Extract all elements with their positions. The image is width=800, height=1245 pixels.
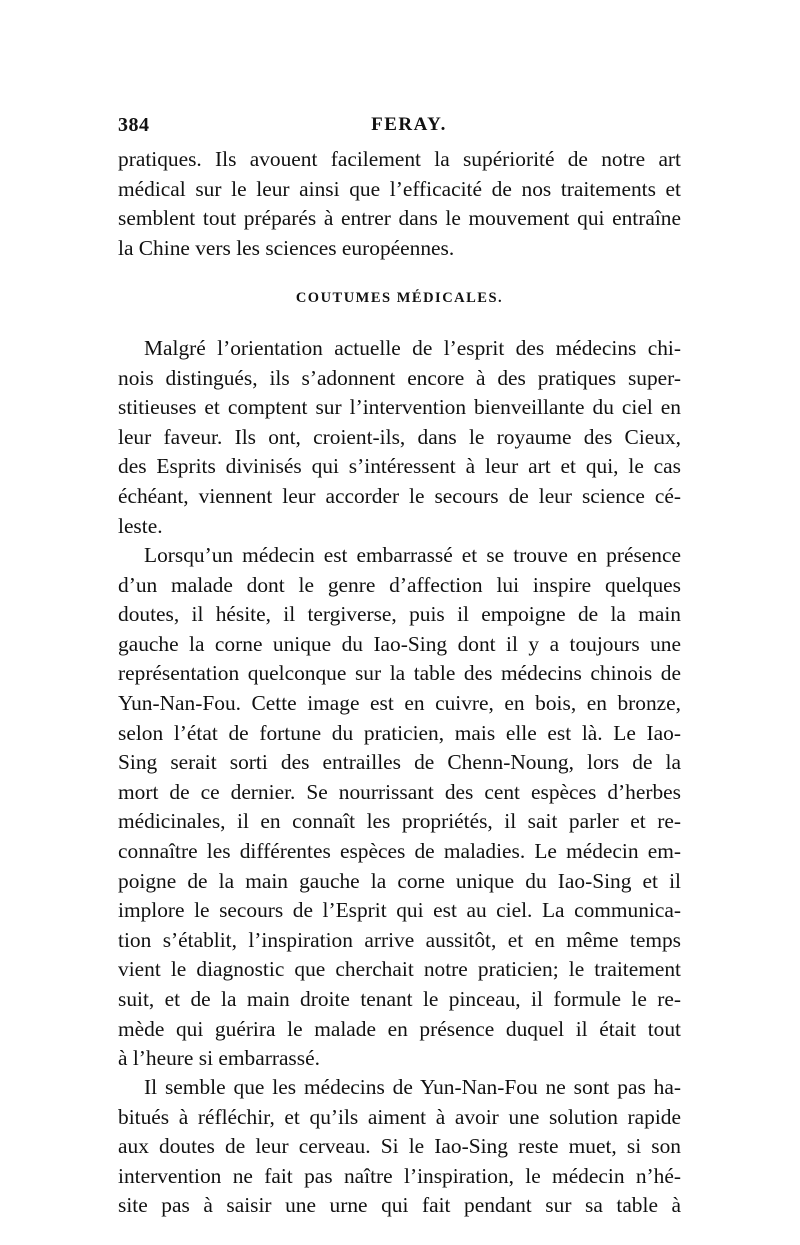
text-line: médical sur le leur ainsi que l’efficacité de nos traitements et bbox=[118, 176, 681, 201]
text-line: pratiques. Ils avouent facilement la supériorité de notre art bbox=[118, 147, 681, 171]
text-line: intervention ne fait pas naître l’inspiration, le médecin n’hé- bbox=[118, 1163, 681, 1188]
text-line: site pas à saisir une urne qui fait pendant sur sa table à bbox=[118, 1193, 681, 1218]
text-line: des Esprits divinisés qui s’intéressent à leur art et qui, le cas bbox=[118, 454, 681, 479]
text-line: tion s’établit, l’inspiration arrive aussitôt, et en même temps bbox=[118, 927, 681, 952]
text-line: selon l’état de fortune du praticien, mais elle est là. Le Iao- bbox=[118, 720, 681, 745]
text-line: à l’heure si embarrassé. bbox=[118, 1046, 320, 1071]
text-line: représentation quelconque sur la table des médecins chinois de bbox=[118, 661, 681, 686]
text-line: Yun-Nan-Fou. Cette image est en cuivre, en bois, en bronze, bbox=[118, 690, 681, 715]
text-line: connaître les différentes espèces de maladies. Le médecin em- bbox=[118, 838, 681, 863]
text-line: Lorsqu’un médecin est embarrassé et se trouve en présence bbox=[144, 543, 681, 567]
text-line: aux doutes de leur cerveau. Si le Iao-Sing reste muet, si son bbox=[118, 1134, 681, 1159]
text-line: mort de ce dernier. Se nourrissant des cent espèces d’herbes bbox=[118, 779, 681, 804]
text-line: semblent tout préparés à entrer dans le mouvement qui entraîne bbox=[118, 206, 681, 231]
text-line: nois distingués, ils s’adonnent encore à des pratiques super- bbox=[118, 365, 681, 390]
page-header bbox=[118, 114, 680, 144]
text-line: implore le secours de l’Esprit qui est au ciel. La communica- bbox=[118, 898, 681, 923]
text-line: d’un malade dont le genre d’affection lui inspire quelques bbox=[118, 572, 681, 597]
text-line: vient le diagnostic que cherchait notre praticien; le traitement bbox=[118, 957, 681, 982]
running-head: FERAY. bbox=[371, 114, 447, 135]
text-line: Sing serait sorti des entrailles de Chenn-Noung, lors de la bbox=[118, 750, 681, 775]
text-line: poigne de la main gauche la corne unique du Iao-Sing et il bbox=[118, 868, 681, 893]
text-line: leste. bbox=[118, 513, 163, 538]
text-line: échéant, viennent leur accorder le secours de leur science cé- bbox=[118, 483, 681, 508]
text-line: bitués à réfléchir, et qu’ils aiment à avoir une solution rapide bbox=[118, 1104, 681, 1129]
text-line: Il semble que les médecins de Yun-Nan-Fou ne sont pas ha- bbox=[144, 1075, 681, 1099]
text-line: stitieuses et comptent sur l’intervention bienveillante du ciel en bbox=[118, 395, 681, 420]
text-line: suit, et de la main droite tenant le pinceau, il formule le re- bbox=[118, 986, 681, 1011]
text-line: doutes, il hésite, il tergiverse, puis il empoigne de la main bbox=[118, 602, 681, 627]
text-line: leur faveur. Ils ont, croient-ils, dans le royaume des Cieux, bbox=[118, 424, 681, 449]
paragraph-iao-sing bbox=[118, 541, 681, 1074]
paragraph-orientation bbox=[118, 334, 681, 541]
text-line: la Chine vers les sciences européennes. bbox=[118, 235, 455, 260]
text-line: Malgré l’orientation actuelle de l’esprit des médecins chi- bbox=[144, 336, 681, 360]
text-line: médicinales, il en connaît les propriétés, il sait parler et re- bbox=[118, 809, 681, 834]
paragraph-urn bbox=[118, 1073, 681, 1221]
text-line: gauche la corne unique du Iao-Sing dont il y a toujours une bbox=[118, 631, 681, 656]
section-heading: COUTUMES MÉDICALES. bbox=[295, 290, 504, 306]
page-number: 384 bbox=[118, 114, 150, 136]
paragraph-intro bbox=[118, 145, 681, 263]
text-line: mède qui guérira le malade en présence duquel il était tout bbox=[118, 1016, 681, 1041]
